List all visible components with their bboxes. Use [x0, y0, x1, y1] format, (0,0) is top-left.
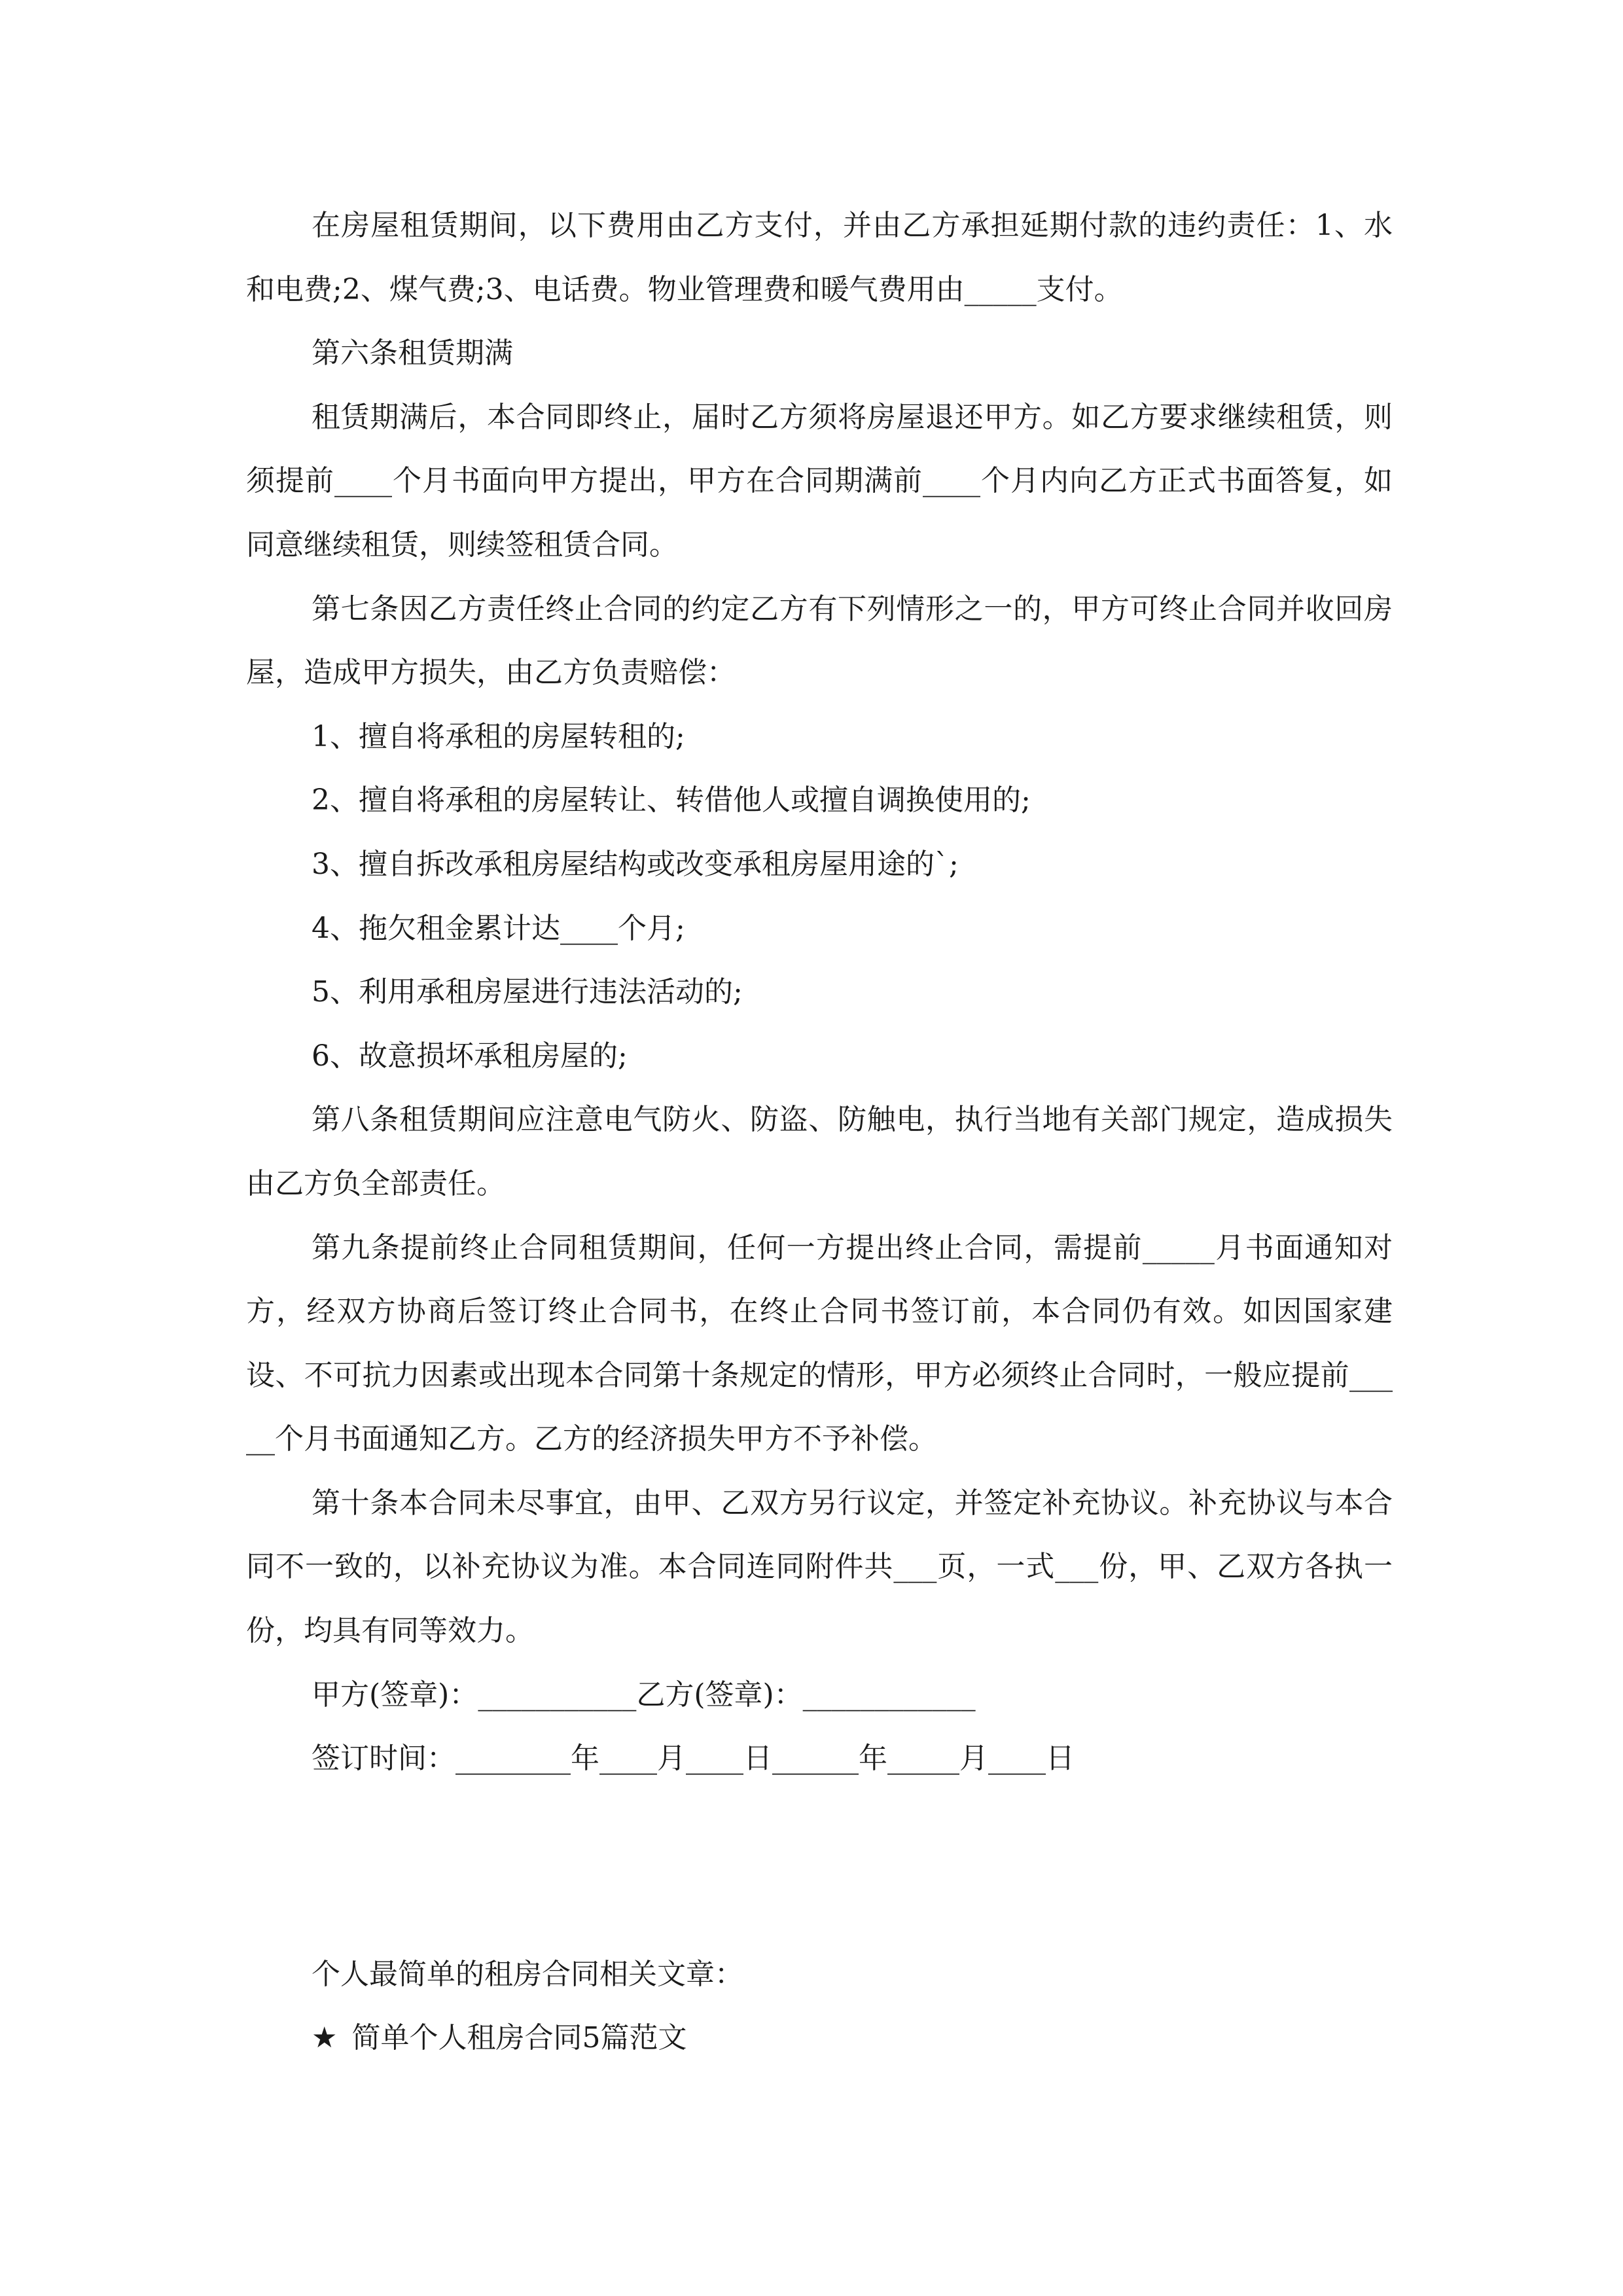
list-item-3: 3、擅自拆改承租房屋结构或改变承租房屋用途的`; — [312, 847, 959, 881]
list-item-2: 2、擅自将承租的房屋转让、转借他人或擅自调换使用的; — [312, 783, 1031, 817]
article-8-paragraph: 第八条租赁期间应注意电气防火、防盗、防触电，执行当地有关部门规定，造成损失由乙方负全部责任。 — [246, 1103, 1393, 1200]
article-6-heading: 第六条租赁期满 — [312, 336, 513, 370]
star-icon: ★ — [312, 2021, 338, 2055]
related-articles — [246, 1943, 1393, 2070]
related-article-title[interactable]: 简单个人租房合同5篇范文 — [351, 2021, 687, 2055]
signature-line: 甲方(签章)：___________乙方(签章)：____________ — [312, 1677, 976, 1712]
contract-page — [246, 194, 1393, 2070]
list-item-4: 4、拖欠租金累计达____个月; — [312, 911, 685, 945]
list-item-6: 6、故意损坏承租房屋的; — [312, 1039, 628, 1073]
related-articles-heading: 个人最简单的租房合同相关文章： — [312, 1957, 743, 1991]
signing-date-line: 签订时间：________年____月____日______年_____月____日 — [312, 1742, 1075, 1776]
article-9-paragraph: 第九条提前终止合同租赁期间，任何一方提出终止合同，需提前_____月书面通知对方，经双方协商后签订终止合同书，在终止合同书签订前，本合同仍有效。如因国家建设、不可抗力因素或出现本合同第十条规定的情形，甲方必须终止合同时，一般应提前_____个月书面通知乙方。乙方的经济损失甲方不予补偿。 — [246, 1230, 1393, 1456]
article-10-paragraph: 第十条本合同未尽事宜，由甲、乙双方另行议定，并签定补充协议。补充协议与本合同不一致的，以补充协议为准。本合同连同附件共___页，一式___份，甲、乙双方各执一份，均具有同等效力。 — [246, 1486, 1393, 1648]
list-item-5: 5、利用承租房屋进行违法活动的; — [312, 975, 743, 1009]
article-7-paragraph: 第七条因乙方责任终止合同的约定乙方有下列情形之一的，甲方可终止合同并收回房屋，造成甲方损失，由乙方负责赔偿： — [246, 592, 1393, 690]
related-article-link[interactable] — [246, 2006, 1393, 2070]
lease-expiry-paragraph: 租赁期满后，本合同即终止，届时乙方须将房屋退还甲方。如乙方要求继续租赁，则须提前____个月书面向甲方提出，甲方在合同期满前____个月内向乙方正式书面答复，如同意继续租赁，则续签租赁合同。 — [246, 400, 1393, 562]
section-spacer — [246, 1791, 1393, 1943]
fee-clause-paragraph: 在房屋租赁期间，以下费用由乙方支付，并由乙方承担延期付款的违约责任：1、水和电费;2、煤气费;3、电话费。物业管理费和暖气费用由_____支付。 — [246, 209, 1393, 306]
contract-body — [246, 194, 1393, 1791]
list-item-1: 1、擅自将承租的房屋转租的; — [312, 719, 685, 753]
